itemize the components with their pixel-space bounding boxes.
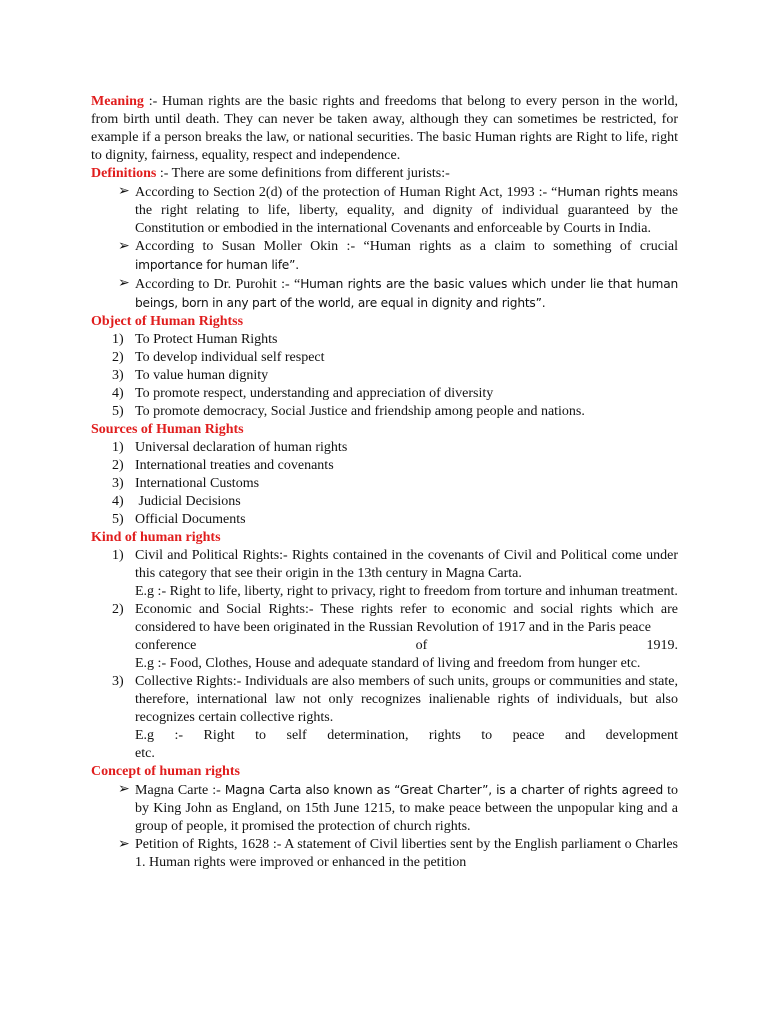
object-item [91, 385, 678, 403]
kind-item [91, 601, 678, 673]
item-number: 5) [112, 404, 124, 419]
kind-item [91, 547, 678, 601]
kind-description: Collective Rights:- Individuals are also members of such units, groups or communities and state, therefore, international law not only recognizes inalienable rights of individuals, but also recognizes certain collective rights. [135, 674, 678, 725]
concept-lead: Magna Carte :- [135, 783, 225, 798]
item-number: 5) [112, 512, 124, 527]
item-text: Judicial Decisions [135, 494, 241, 509]
concept-heading: Concept of human rights [91, 764, 240, 779]
kind-description: Economic and Social Rights:- These rights refer to economic and social rights which are considered to have been originated in the Russian Revolution of 1917 and in the Paris peace [135, 602, 678, 635]
definition-tail: means the right relating to life, liberty, equality, and dignity of individual guaranteed by the Constitution or embodied in the international Covenants and enforceable by Courts in India. [135, 185, 679, 236]
item-text: International Customs [135, 476, 260, 491]
object-heading: Object of Human Rightss [91, 314, 244, 329]
item-text: To promote democracy, Social Justice and friendship among people and nations. [135, 404, 585, 419]
arrow-bullet-icon: ➢ [118, 184, 130, 199]
arrow-bullet-icon: ➢ [118, 837, 130, 852]
item-number: 1) [112, 332, 124, 347]
source-item [91, 493, 678, 511]
word-year: 1919. [646, 638, 678, 653]
word-of: of [415, 638, 428, 653]
definition-quote: importance for human life”. [135, 258, 299, 272]
kind-item [91, 673, 678, 763]
definition-quote: Human rights [557, 185, 639, 199]
object-item [91, 349, 678, 367]
sources-heading: Sources of Human Rights [91, 422, 244, 437]
arrow-bullet-icon: ➢ [118, 782, 130, 797]
kind-example: E.g :- Right to life, liberty, right to privacy, right to freedom from torture and inhuman treatment. [135, 584, 678, 599]
definition-lead: According to Section 2(d) of the protection of Human Right Act, 1993 :- “ [135, 185, 558, 200]
source-item [91, 439, 678, 457]
item-number: 3) [112, 674, 124, 689]
definitions-paragraph [91, 165, 678, 183]
source-item [91, 511, 678, 529]
definitions-heading: Definitions [91, 166, 157, 181]
item-number: 1) [112, 548, 124, 563]
item-text: To value human dignity [135, 368, 269, 383]
kind-example: E.g :- Food, Clothes, House and adequate standard of living and freedom from hunger etc. [135, 656, 641, 671]
item-text: Official Documents [135, 512, 246, 527]
concept-item [91, 781, 678, 836]
kind-example-end: etc. [135, 746, 155, 761]
item-text: To promote respect, understanding and appreciation of diversity [135, 386, 494, 401]
item-number: 2) [112, 458, 124, 473]
concept-alt-text: Magna Carta also known as “Great Charter”, is a charter of rights agreed [224, 783, 664, 797]
item-number: 4) [112, 494, 124, 509]
item-number: 4) [112, 386, 124, 401]
item-text: International treaties and covenants [135, 458, 334, 473]
meaning-text: :- Human rights are the basic rights and freedoms that belong to every person in the world, from birth until death. They can never be taken away, although they can sometimes be restricted, for example if a person breaks the law, or national securities. The basic Human rights are Right to life, right to dignity, fairness, equality, respect and independence. [91, 94, 678, 163]
concept-lead: Petition of Rights, 1628 :- A statement of Civil liberties sent by the English parliament o Charles 1. Human rights were improved or enhanced in the petition [135, 837, 678, 870]
definition-lead: According to Susan Moller Okin :- “Human rights as a claim to something of crucial [135, 239, 678, 254]
meaning-heading: Meaning [91, 94, 144, 109]
source-item [91, 457, 678, 475]
item-number: 1) [112, 440, 124, 455]
word-conference: conference [135, 638, 197, 653]
definitions-intro: :- There are some definitions from different jurists:- [156, 166, 450, 181]
kinds-heading: Kind of human rights [91, 530, 221, 545]
definition-lead: According to Dr. Purohit :- “ [135, 277, 301, 292]
object-item [91, 403, 678, 421]
document-page [91, 93, 678, 872]
kind-example: E.g :- Right to self determination, rights to peace and development [135, 728, 678, 743]
definition-item [91, 238, 678, 275]
definition-quote: Human rights are the basic values which under lie that human beings, born in any part of the world, are equal in dignity and rights”. [135, 277, 678, 310]
object-item [91, 331, 678, 349]
item-text: Universal declaration of human rights [135, 440, 348, 455]
item-text: To Protect Human Rights [135, 332, 278, 347]
source-item [91, 475, 678, 493]
item-number: 3) [112, 368, 124, 383]
item-number: 3) [112, 476, 124, 491]
kind-description: Civil and Political Rights:- Rights contained in the covenants of Civil and Political come under this category that see their origin in the 13th century in Magna Carta. [135, 548, 678, 581]
object-item [91, 367, 678, 385]
kind-description-end [135, 637, 678, 655]
definition-item [91, 183, 678, 238]
definition-item [91, 275, 678, 313]
item-text: To develop individual self respect [135, 350, 325, 365]
arrow-bullet-icon: ➢ [118, 239, 130, 254]
concept-rest: to by King John as England, on 15th June 1215, to make peace between the unpopular king and a group of people, it promised the protection of church rights. [135, 783, 679, 834]
meaning-paragraph [91, 93, 678, 165]
concept-item [91, 836, 678, 872]
arrow-bullet-icon: ➢ [118, 276, 130, 291]
item-number: 2) [112, 602, 124, 617]
item-number: 2) [112, 350, 124, 365]
